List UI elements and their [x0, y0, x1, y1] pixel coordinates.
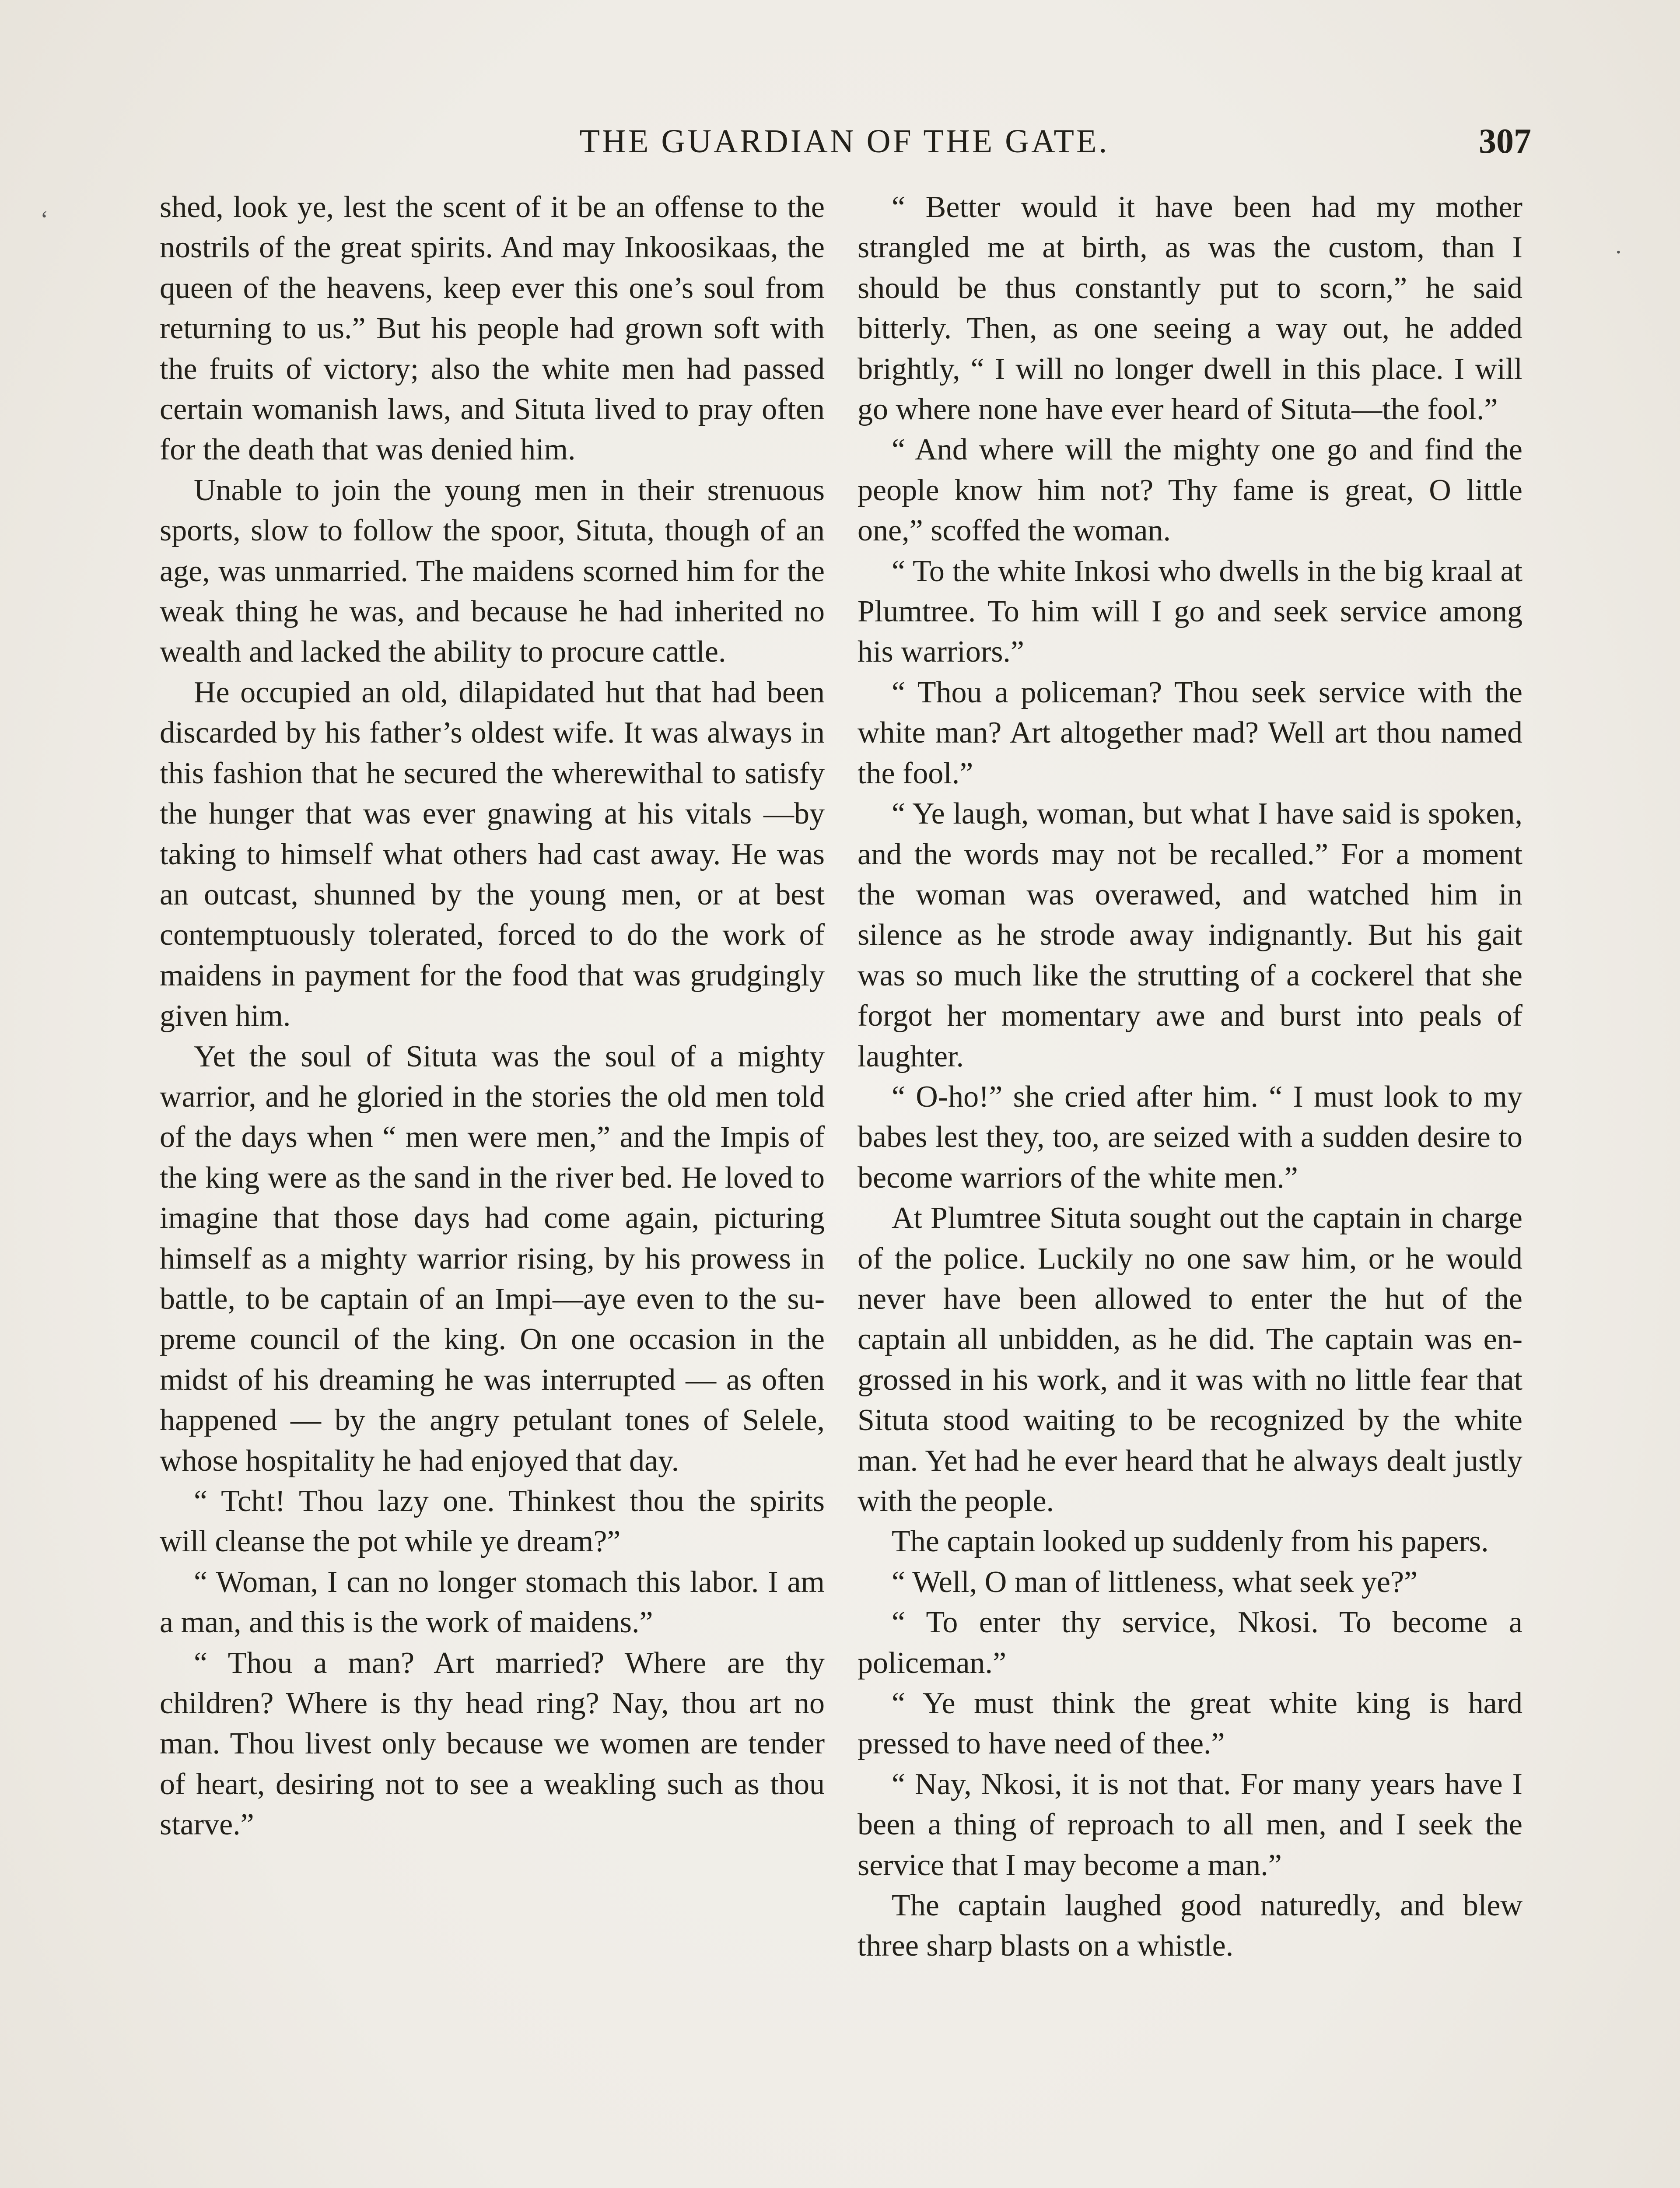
paragraph: “ O-ho!” she cried after him. “ I must look to my babes lest they, too, are seized with a sudden desire to become warriors of the white men.” [858, 1080, 1522, 1195]
paragraph: Unable to join the young men in their strenuous sports, slow to follow the spoor, Situta, though of an age, was unmarried. The maidens scorned him for the weak thing he was, and because he had inherited no wealth and lacked the ability to procure cattle. [160, 473, 825, 669]
paragraph: “ Ye laugh, woman, but what I have said is spoken, and the words may not be recalled.” For a moment the woman was overawed, and watched him in silence as he strode away indignantly. But his gait was so much like the strutting of a cockerel that she forgot her momentary awe and burst into peals of laughter. [858, 797, 1522, 1073]
ink-speck: · [1614, 239, 1623, 266]
paragraph: “ Well, O man of littleness, what seek ye?” [892, 1565, 1418, 1599]
left-column [160, 187, 825, 1845]
paragraph: “ And where will the mighty one go and find the people know him not? Thy fame is great, O little one,” scoffed the woman. [858, 433, 1522, 548]
paragraph: He occupied an old, dilapidated hut that had been discarded by his father’s oldest wife. It was always in this fashion that he secured the wherewithal to satisfy the hunger that was ever gnawing at his vitals —by taking to himself what others had cast away. He was an outcast, shunned by the young men, or at best contemptuously tolerated, forced to do the work of maidens in payment for the food that was grudgingly given him. [160, 675, 825, 1033]
paragraph: “ Ye must think the great white king is hard pressed to have need of thee.” [858, 1687, 1522, 1761]
paragraph: “ Tcht! Thou lazy one. Thinkest thou the spirits will cleanse the pot while ye dream?” [160, 1484, 825, 1559]
ink-speck: ʻ [40, 206, 49, 233]
paragraph: At Plumtree Situta sought out the captain in charge of the police. Luckily no one saw him, or he would never have been allowed to enter the hut of the captain all unbidden, as he did. The captain was engrossed in his work, and it was with no little fear that Situta stood waiting to be recognized by the white man. Yet had he ever heard that he always dealt justly with the people. [858, 1201, 1522, 1518]
paragraph: shed, look ye, lest the scent of it be an offense to the nostrils of the great spirits. And may Inkoosikaas, the queen of the heavens, keep ever this one’s soul from returning to us.” But his people had grown soft with the fruits of victory; also the white men had passed certain womanish laws, and Situta lived to pray often for the death that was denied him. [160, 190, 825, 467]
paragraph: “ Thou a man? Art married? Where are thy children? Where is thy head ring? Nay, thou art no man. Thou livest only because we women are tender of heart, desiring not to see a weakling such as thou starve.” [160, 1646, 825, 1842]
running-head: THE GUARDIAN OF THE GATE. [579, 123, 1110, 160]
paragraph: “ To the white Inkosi who dwells in the big kraal at Plumtree. To him will I go and seek service among his warriors.” [858, 554, 1522, 669]
paragraph: The captain looked up suddenly from his papers. [892, 1525, 1489, 1559]
page-number: 307 [1479, 122, 1531, 161]
paragraph: “ Woman, I can no longer stomach this labor. I am a man, and this is the work of maidens.” [160, 1565, 825, 1640]
paragraph: The captain laughed good naturedly, and blew three sharp blasts on a whistle. [858, 1889, 1522, 1963]
paragraph: “ Better would it have been had my mother strangled me at birth, as was the custom, than I should be thus constantly put to scorn,” he said bitterly. Then, as one seeing a way out, he added brightly, “ I will no longer dwell in this place. I will go where none have ever heard of Situta—the fool.” [858, 190, 1522, 427]
paragraph: “ Nay, Nkosi, it is not that. For many years have I been a thing of reproach to all men, and I seek the service that I may become a man.” [858, 1767, 1522, 1882]
paragraph: Yet the soul of Situta was the soul of a mighty warrior, and he gloried in the stories the old men told of the days when “ men were men,” and the Impis of the king were as the sand in the river bed. He loved to imagine that those days had come again, picturing himself as a mighty warrior rising, by his prowess in battle, to be captain of an Impi—aye even to the supreme council of the king. On one occasion in the midst of his dreaming he was interrupted — as often happened — by the angry petulant tones of Selele, whose hospitality he had enjoyed that day. [160, 1039, 825, 1478]
right-column [858, 187, 1522, 1967]
paragraph: “ To enter thy service, Nkosi. To become a policeman.” [858, 1606, 1522, 1680]
paragraph: “ Thou a policeman? Thou seek service with the white man? Art altogether mad? Well art thou named the fool.” [858, 675, 1522, 790]
page-header [158, 117, 1531, 165]
